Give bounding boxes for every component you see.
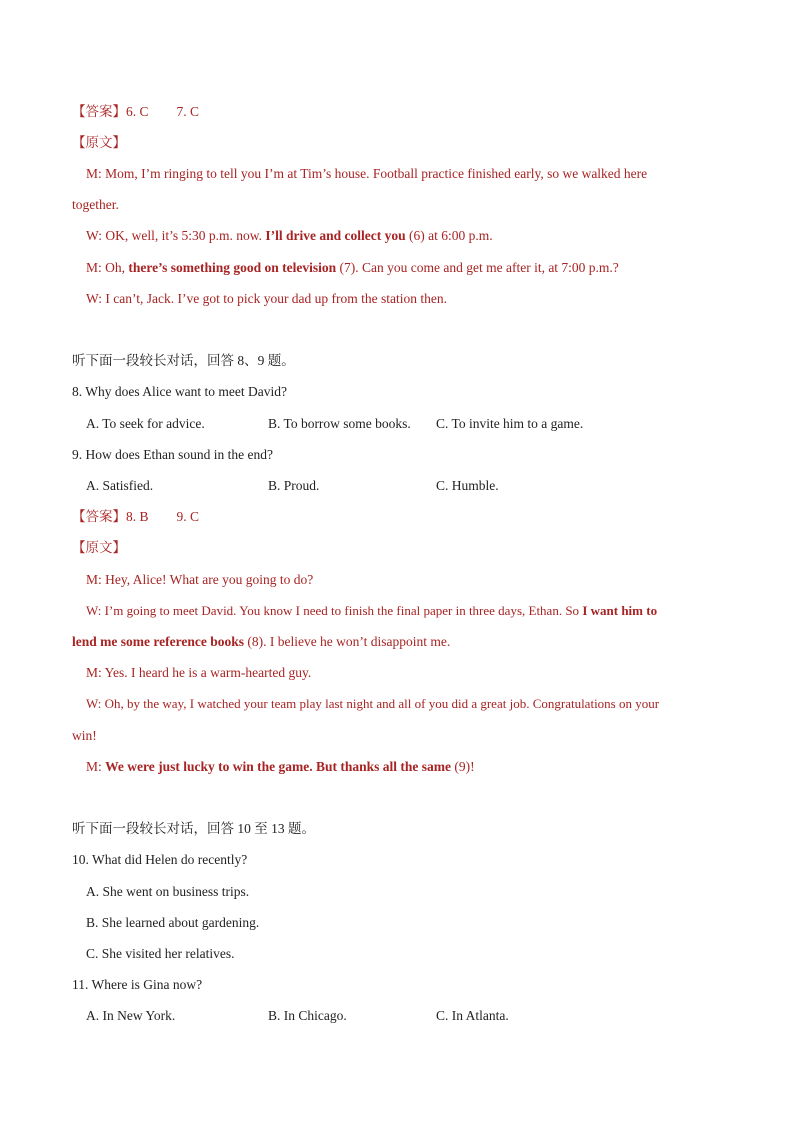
key-phrase: lend me some reference books	[72, 634, 244, 649]
answer-8: 8. B	[126, 509, 149, 524]
option-10b: B. She learned about gardening.	[86, 915, 260, 930]
transcript-text: W: I’m going to meet David. You know I need to finish the final paper in three days, Ethan. So	[86, 603, 583, 618]
transcript-text: (6) at 6:00 p.m.	[405, 228, 493, 243]
option-8a: A. To seek for advice.	[86, 416, 205, 431]
transcript-line	[72, 633, 722, 651]
option-9b: B. Proud.	[268, 478, 320, 493]
key-phrase: there’s something good on television	[128, 260, 337, 275]
option-9c: C. Humble.	[436, 478, 499, 493]
option-11a: A. In New York.	[86, 1008, 176, 1023]
option-10a: A. She went on business trips.	[86, 884, 250, 899]
answer-tag: 【答案】	[72, 509, 126, 524]
question-9: 9. How does Ethan sound in the end?	[72, 447, 273, 462]
transcript-text: (7). Can you come and get me after it, at 7:00 p.m.?	[336, 260, 619, 275]
section-intro: 听下面一段较长对话，回答 10 至 13 题。	[72, 821, 315, 836]
key-phrase: I’ll drive and collect you	[265, 228, 406, 243]
answer-6: 6. C	[126, 104, 149, 119]
option-10c: C. She visited her relatives.	[86, 946, 235, 961]
transcript-line: W: Oh, by the way, I watched your team play last night and all of you did a great job. Congratulations on your	[86, 696, 660, 711]
option-9a: A. Satisfied.	[86, 478, 154, 493]
transcript-line: W: I can’t, Jack. I’ve got to pick your dad up from the station then.	[86, 291, 448, 306]
answer-9: 9. C	[176, 509, 200, 524]
transcript-line	[86, 758, 722, 776]
option-8c: C. To invite him to a game.	[436, 416, 584, 431]
transcript-text: (8). I believe he won’t disappoint me.	[243, 634, 451, 649]
answer-tag: 【答案】	[72, 104, 126, 119]
question-11: 11. Where is Gina now?	[72, 977, 203, 992]
source-tag: 【原文】	[72, 540, 126, 555]
answer-line-6-7	[72, 103, 722, 121]
transcript-line	[86, 602, 722, 620]
question-10: 10. What did Helen do recently?	[72, 852, 248, 867]
transcript-line: M: Hey, Alice! What are you going to do?	[86, 572, 314, 587]
option-11b: B. In Chicago.	[268, 1008, 347, 1023]
source-tag-line	[72, 134, 722, 152]
option-11c: C. In Atlanta.	[436, 1008, 509, 1023]
source-tag: 【原文】	[72, 135, 126, 150]
key-phrase: We were just lucky to win the game. But thanks all the same	[105, 759, 452, 774]
answer-7: 7. C	[176, 104, 200, 119]
answer-line-8-9	[72, 508, 722, 526]
transcript-text: (9)!	[451, 759, 475, 774]
transcript-line: win!	[72, 728, 97, 743]
transcript-line	[86, 259, 722, 277]
transcript-text: W: OK, well, it’s 5:30 p.m. now.	[86, 228, 266, 243]
transcript-line: M: Yes. I heard he is a warm-hearted guy.	[86, 665, 312, 680]
transcript-line	[86, 227, 722, 245]
transcript-line: M: Mom, I’m ringing to tell you I’m at Tim’s house. Football practice finished early, so we walked here	[86, 166, 648, 181]
option-8b: B. To borrow some books.	[268, 416, 411, 431]
transcript-text: M: Oh,	[86, 260, 129, 275]
section-intro: 听下面一段较长对话，回答 8、9 题。	[72, 353, 295, 368]
transcript-text: M:	[86, 759, 106, 774]
question-8: 8. Why does Alice want to meet David?	[72, 384, 287, 399]
key-phrase: I want him to	[582, 603, 658, 618]
transcript-line: together.	[72, 197, 119, 212]
source-tag-line	[72, 539, 722, 557]
